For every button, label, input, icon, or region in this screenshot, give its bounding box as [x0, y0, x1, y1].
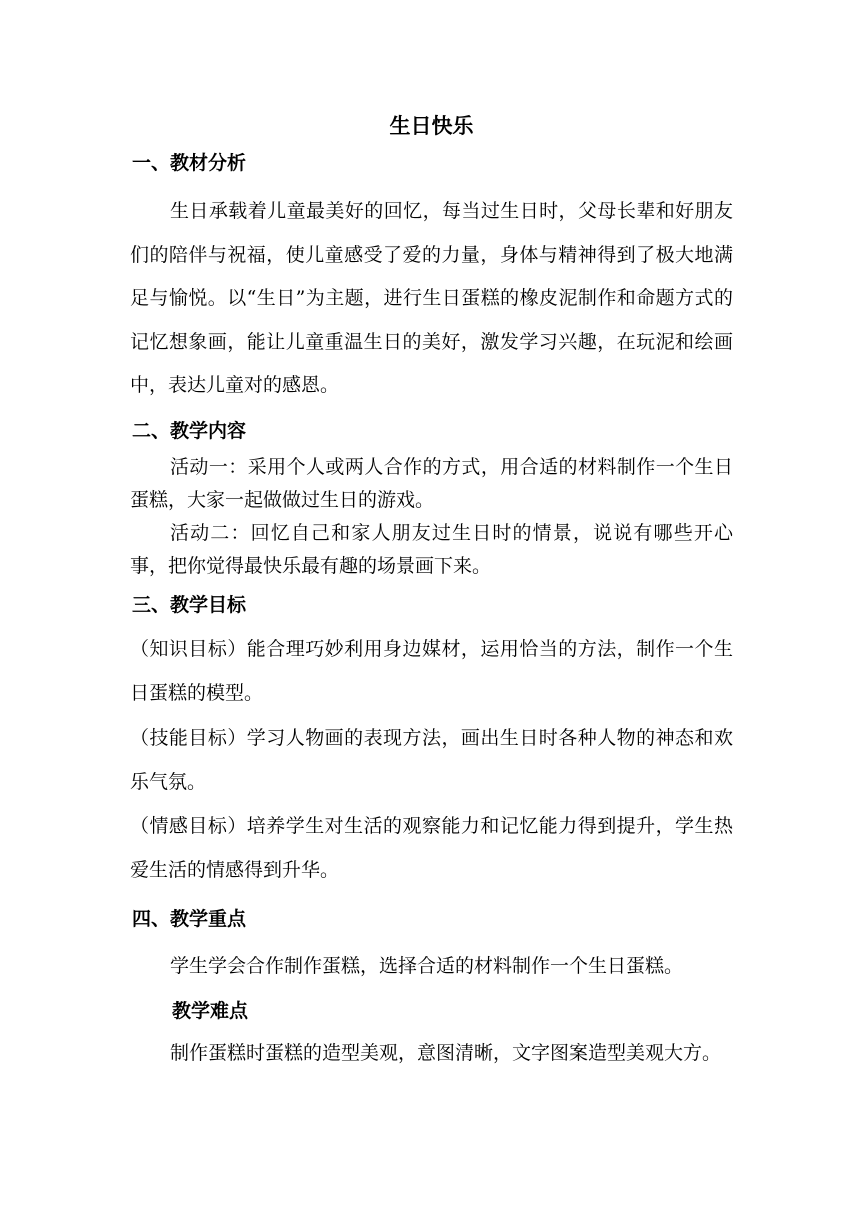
paragraph-difficulties: 制作蛋糕时蛋糕的造型美观，意图清晰，文字图案造型美观大方。: [170, 1042, 722, 1064]
paragraph-emotion-goal: （情感目标）培养学生对生活的观察能力和记忆能力得到提升，学生热爱生活的情感得到升华。: [130, 815, 733, 881]
document-title: 生日快乐: [389, 114, 474, 138]
section-heading-analysis: 一、教材分析: [132, 152, 247, 174]
paragraph-knowledge-goal: （知识目标）能合理巧妙利用身边媒材，运用恰当的方法，制作一个生日蛋糕的模型。: [130, 638, 733, 704]
section-heading-content: 二、教学内容: [132, 420, 247, 442]
paragraph-activity-two: 活动二：回忆自己和家人朋友过生日时的情景，说说有哪些开心事，把你觉得最快乐最有趣的场景画下来。: [130, 522, 733, 577]
subheading-difficulties: 教学难点: [172, 1000, 249, 1022]
section-heading-key-points: 四、教学重点: [132, 908, 247, 930]
paragraph-analysis: 生日承载着儿童最美好的回忆，每当过生日时，父母长辈和好朋友们的陪伴与祝福，使儿童感受了爱的力量，身体与精神得到了极大地满足与愉悦。以“生日”为主题，进行生日蛋糕的橡皮泥制作和命题方式的记忆想象画，能让儿童重温生日的美好，激发学习兴趣，在玩泥和绘画中，表达儿童对的感恩。: [130, 200, 733, 396]
section-heading-goals: 三、教学目标: [132, 594, 247, 616]
paragraph-activity-one: 活动一：采用个人或两人合作的方式，用合适的材料制作一个生日蛋糕，大家一起做做过生日的游戏。: [130, 456, 733, 511]
paragraph-skill-goal: （技能目标）学习人物画的表现方法，画出生日时各种人物的神态和欢乐气氛。: [130, 727, 733, 793]
paragraph-key-points: 学生学会合作制作蛋糕，选择合适的材料制作一个生日蛋糕。: [170, 955, 684, 977]
